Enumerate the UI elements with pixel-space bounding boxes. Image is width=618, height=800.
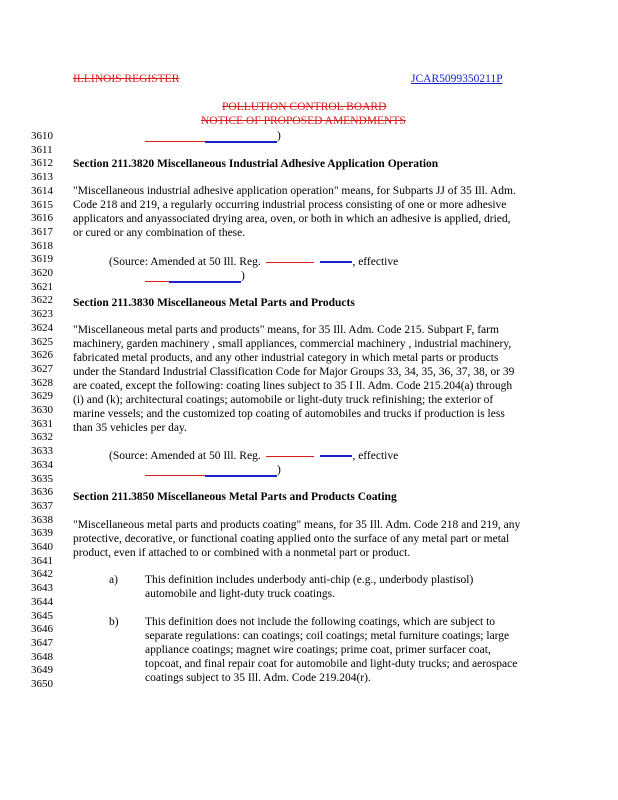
source-note [109, 256, 398, 269]
line-number: 3643 [31, 582, 53, 595]
line-number: 3621 [31, 280, 53, 293]
source-prefix: (Source: Amended at 50 Ill. Reg. [109, 450, 261, 462]
body-line: fabricated metal products, and any other industrial category in which metal parts or products [73, 352, 499, 364]
line-number: 3634 [31, 458, 53, 471]
deletion-line [266, 456, 314, 457]
list-item-line: This definition does not include the following coatings, which are subject to [145, 616, 496, 628]
line-number: 3635 [31, 472, 53, 485]
line-number: 3646 [31, 623, 53, 636]
body-line: protective, decorative, or functional coating applied onto the surface of any metal part or metal [73, 533, 510, 545]
section-heading: Section 211.3850 Miscellaneous Metal Parts and Products Coating [73, 491, 397, 503]
source-note [109, 450, 398, 463]
line-number: 3610 [31, 130, 53, 142]
line-number: 3617 [31, 225, 53, 238]
line-number: 3650 [31, 678, 53, 690]
body-line: (i) and (k); architectural coatings; automobile or light-duty truck refinishing; the exterior of [73, 394, 494, 406]
line-number: 3611 [31, 143, 53, 156]
list-item-line: automobile and light-duty truck coatings. [145, 588, 336, 600]
line-number: 3626 [31, 349, 53, 362]
line-number: 3640 [31, 541, 53, 553]
line-number: 3641 [31, 554, 53, 567]
closing-paren: ) [277, 464, 281, 476]
line-number: 3644 [31, 595, 53, 608]
line-number: 3645 [31, 609, 53, 622]
line-number: 3636 [31, 486, 53, 499]
line-number: 3622 [31, 294, 53, 307]
body-line: than 35 vehicles per day. [73, 422, 187, 434]
line-number: 3632 [31, 431, 53, 444]
notice-title: NOTICE OF PROPOSED AMENDMENTS [201, 115, 406, 127]
list-item-line: coatings subject to 35 Ill. Adm. Code 219.204(r). [145, 672, 371, 684]
deletion-line [145, 141, 205, 142]
line-number: 3618 [31, 239, 53, 252]
body-line: machinery, garden machinery , small appliances, commercial machinery , industrial machinery, [73, 338, 512, 350]
deletion-line [145, 281, 169, 282]
jcar-code-link[interactable]: JCAR5099350211P [411, 73, 503, 85]
body-line: are coated, except the following: coating lines subject to 35 I ll. Adm. Code 215.204(a) through [73, 380, 513, 392]
list-item-label: b) [109, 616, 119, 628]
line-number: 3631 [31, 417, 53, 430]
body-line: "Miscellaneous industrial adhesive application operation" means, for Subparts JJ of 35 Ill. Adm. [73, 185, 516, 197]
line-number: 3619 [31, 253, 53, 266]
line-number: 3647 [31, 636, 53, 649]
section-heading: Section 211.3830 Miscellaneous Metal Parts and Products [73, 297, 355, 309]
list-item-line: appliance coatings; magnet wire coatings; prime coat, primer surfacer coat, [145, 644, 491, 656]
line-number: 3637 [31, 499, 53, 512]
line-number: 3638 [31, 513, 53, 526]
insertion-line [169, 281, 241, 283]
list-item-line: separate regulations: can coatings; coil coatings; metal furniture coatings; large [145, 630, 510, 642]
body-line: applicators and anyassociated drying area, oven, or both in which an adhesive is applied, dried, [73, 213, 511, 225]
line-number: 3627 [31, 362, 53, 375]
agency-title: POLLUTION CONTROL BOARD [222, 101, 387, 113]
line-number: 3629 [31, 390, 53, 403]
effective-label: , effective [352, 450, 399, 462]
line-number: 3613 [31, 171, 53, 184]
list-item-label: a) [109, 574, 118, 586]
line-number: 3623 [31, 308, 53, 321]
line-number: 3648 [31, 650, 53, 663]
line-number: 3624 [31, 321, 53, 334]
body-line: under the Standard Industrial Classification Code for Major Groups 33, 34, 35, 36, 37, 38, or 39 [73, 366, 515, 378]
line-number: 3642 [31, 568, 53, 581]
insertion-line [320, 261, 352, 263]
deletion-line [266, 262, 314, 263]
body-line: "Miscellaneous metal parts and products coating" means, for 35 Ill. Adm. Code 218 and 219, any [73, 519, 521, 531]
line-number: 3616 [31, 212, 53, 225]
line-number: 3620 [31, 267, 53, 279]
line-number: 3612 [31, 157, 53, 170]
insertion-line [205, 141, 277, 143]
source-prefix: (Source: Amended at 50 Ill. Reg. [109, 256, 261, 268]
closing-paren: ) [241, 270, 245, 282]
body-line: marine vessels; and the customized top coating of automobiles and trucks if production is less [73, 408, 505, 420]
body-line: product, even if attached to or combined with a nonmetal part or product. [73, 547, 411, 559]
list-item-line: topcoat, and final repair coat for automobile and light-duty trucks; and aerospace [145, 658, 518, 670]
list-item-line: This definition includes underbody anti-chip (e.g., underbody plastisol) [145, 574, 474, 586]
insertion-line [205, 475, 277, 477]
line-number: 3625 [31, 335, 53, 348]
line-number: 3614 [31, 184, 53, 197]
line-number: 3615 [31, 198, 53, 211]
line-number: 3633 [31, 445, 53, 458]
register-title: ILLINOIS REGISTER [73, 73, 180, 85]
closing-paren: ) [277, 130, 281, 142]
section-heading: Section 211.3820 Miscellaneous Industrial Adhesive Application Operation [73, 158, 439, 170]
deletion-line [145, 475, 205, 476]
body-line: "Miscellaneous metal parts and products" means, for 35 Ill. Adm. Code 215. Subpart F, farm [73, 324, 499, 336]
line-number: 3639 [31, 527, 53, 540]
line-number: 3628 [31, 376, 53, 389]
body-line: or cured or any combination of these. [73, 227, 246, 239]
body-line: Code 218 and 219, a regularly occurring industrial process consisting of one or more adhesive [73, 199, 507, 211]
line-number: 3649 [31, 664, 53, 677]
effective-label: , effective [352, 256, 399, 268]
line-number: 3630 [31, 404, 53, 416]
insertion-line [320, 455, 352, 457]
